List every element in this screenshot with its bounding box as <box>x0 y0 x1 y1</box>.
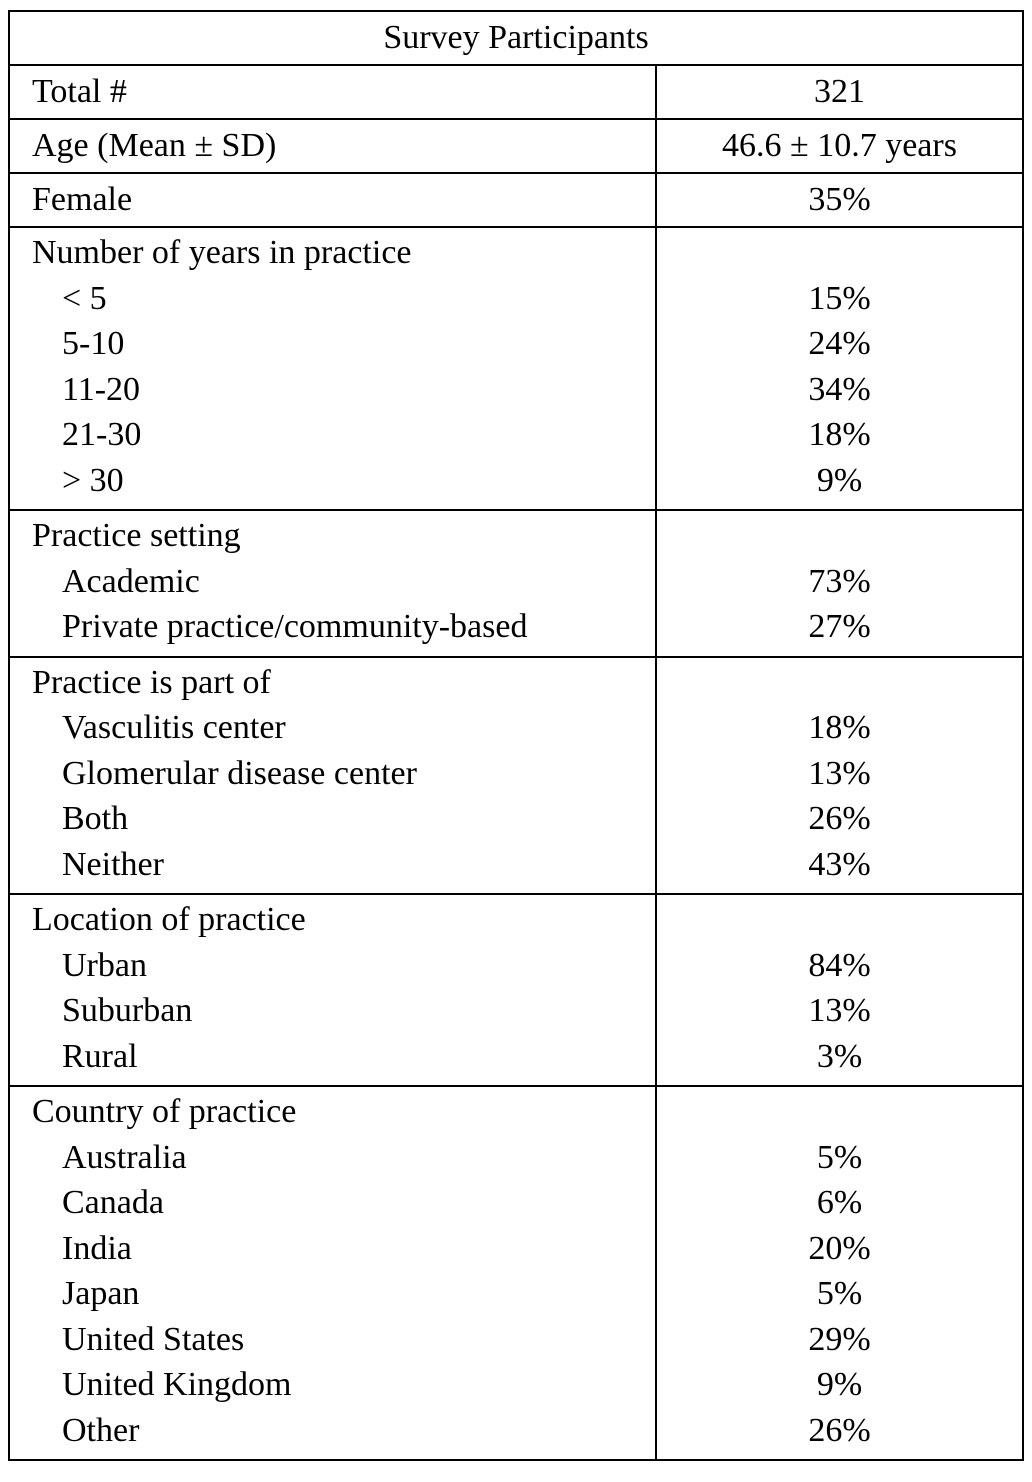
row-value: 35% <box>656 173 1023 227</box>
group-heading-spacer <box>657 660 1022 706</box>
group-item-label: Private practice/community-based <box>62 608 528 645</box>
group-item-label: 21-30 <box>62 416 142 453</box>
group-item-label: 11-20 <box>62 370 141 408</box>
table-title: Survey Participants <box>9 11 1023 65</box>
group-item-value: 26% <box>808 1411 871 1449</box>
group-item-value: 9% <box>816 461 863 499</box>
group-item-value: 18% <box>808 416 871 453</box>
group-labels <box>9 510 656 657</box>
group-values <box>656 894 1023 1086</box>
group-item-label: < 5 <box>62 279 107 317</box>
group-item-label: Other <box>62 1411 140 1449</box>
group-item-value: 26% <box>808 800 871 837</box>
table-row-female <box>9 173 1023 227</box>
group-values <box>656 1086 1023 1460</box>
group-item-value: 6% <box>816 1184 863 1221</box>
group-item-label: Glomerular disease center <box>62 754 417 792</box>
table-group-country <box>9 1086 1023 1460</box>
group-item-value: 34% <box>808 370 871 408</box>
group-item-label: Japan <box>62 1275 140 1312</box>
group-heading: Number of years in practice <box>32 234 412 271</box>
row-label: Female <box>9 173 656 227</box>
group-item-value: 15% <box>808 279 871 317</box>
group-item-label: Both <box>62 800 129 837</box>
group-heading-spacer <box>657 1089 1022 1135</box>
group-item-value: 13% <box>808 992 871 1029</box>
group-labels <box>9 1086 656 1460</box>
group-labels <box>9 657 656 895</box>
group-item-value: 5% <box>816 1138 863 1176</box>
group-heading: Country of practice <box>32 1093 297 1130</box>
group-item-value: 3% <box>816 1037 863 1075</box>
group-item-value: 29% <box>808 1320 871 1358</box>
group-heading-spacer <box>657 897 1022 943</box>
group-item-value: 20% <box>808 1229 871 1267</box>
group-item-label: Neither <box>62 845 164 883</box>
group-heading: Location of practice <box>32 901 306 938</box>
table-group-years-in-practice <box>9 227 1023 510</box>
group-item-label: Canada <box>62 1184 164 1221</box>
group-heading: Practice setting <box>32 517 241 554</box>
survey-participants-table <box>8 10 1024 1461</box>
table-group-practice-part-of <box>9 657 1023 895</box>
group-item-value: 27% <box>808 608 871 645</box>
group-item-value: 5% <box>816 1275 863 1312</box>
group-item-label: United Kingdom <box>62 1366 292 1403</box>
table-group-practice-setting <box>9 510 1023 657</box>
group-item-label: United States <box>62 1320 245 1358</box>
table-row-total <box>9 65 1023 119</box>
group-heading: Practice is part of <box>32 663 271 701</box>
row-value: 46.6 ± 10.7 years <box>656 119 1023 173</box>
group-item-label: Rural <box>62 1037 138 1075</box>
group-item-value: 43% <box>808 845 871 883</box>
group-item-label: Academic <box>62 562 200 600</box>
group-item-label: Urban <box>62 946 147 984</box>
group-item-value: 9% <box>816 1366 863 1403</box>
group-item-value: 18% <box>808 709 871 746</box>
group-item-label: Suburban <box>62 992 193 1029</box>
table-title-row <box>9 11 1023 65</box>
group-item-label: India <box>62 1229 132 1267</box>
group-labels <box>9 227 656 510</box>
row-label: Total # <box>9 65 656 119</box>
group-item-label: 5-10 <box>62 325 125 362</box>
group-labels <box>9 894 656 1086</box>
table-row-age <box>9 119 1023 173</box>
row-label: Age (Mean ± SD) <box>9 119 656 173</box>
group-values <box>656 227 1023 510</box>
group-item-label: Australia <box>62 1138 187 1176</box>
group-item-label: > 30 <box>62 461 124 499</box>
group-item-label: Vasculitis center <box>62 709 286 746</box>
group-item-value: 84% <box>808 946 871 984</box>
group-heading-spacer <box>657 513 1022 559</box>
group-values <box>656 510 1023 657</box>
row-value: 321 <box>656 65 1023 119</box>
group-values <box>656 657 1023 895</box>
group-item-value: 73% <box>808 562 871 600</box>
group-item-value: 13% <box>808 754 871 792</box>
group-item-value: 24% <box>808 325 871 362</box>
group-heading-spacer <box>657 230 1022 276</box>
table-group-location <box>9 894 1023 1086</box>
